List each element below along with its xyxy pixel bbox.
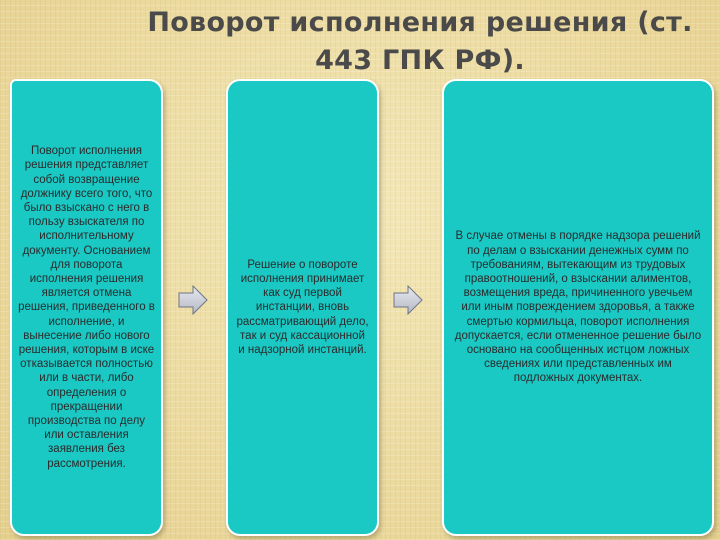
slide-title: Поворот исполнения решения (ст. 443 ГПК РФ). [147, 7, 693, 76]
decision-box [226, 79, 379, 536]
right-arrow-icon [393, 285, 423, 315]
exceptions-box [442, 79, 714, 536]
definition-text: Поворот исполнения решения представляет собой возвращение должнику всего того, что было взыскано с него в пользу взыскателя по исполнительному документу. Основанием для поворота исполнения решения является отмена решения, приведенного в исполнение, и вынесение либо нового решения, которым в иске отказывается полностью или в части, либо определения о прекращении производства по делу или оставления заявления без рассмотрения. [18, 145, 155, 470]
exceptions-text: В случае отмены в порядке надзора решений по делам о взыскании денежных сумм по требованиям, вытекающим из трудовых правоотношений, о взыскании алиментов, возмещения вреда, причиненного увечьем или иным повреждением здоровья, а также смертью кормильца, поворот исполнения допускается, если отмененное решение было основано на сообщенных истцом ложных сведениях или представленных им подложных документах. [454, 230, 702, 385]
definition-box [10, 79, 163, 536]
decision-text: Решение о повороте исполнения принимает как суд первой инстанции, вновь рассматривающий дело, так и суд кассационной и надзорной инстанций. [236, 258, 369, 356]
right-arrow-icon [178, 285, 208, 315]
